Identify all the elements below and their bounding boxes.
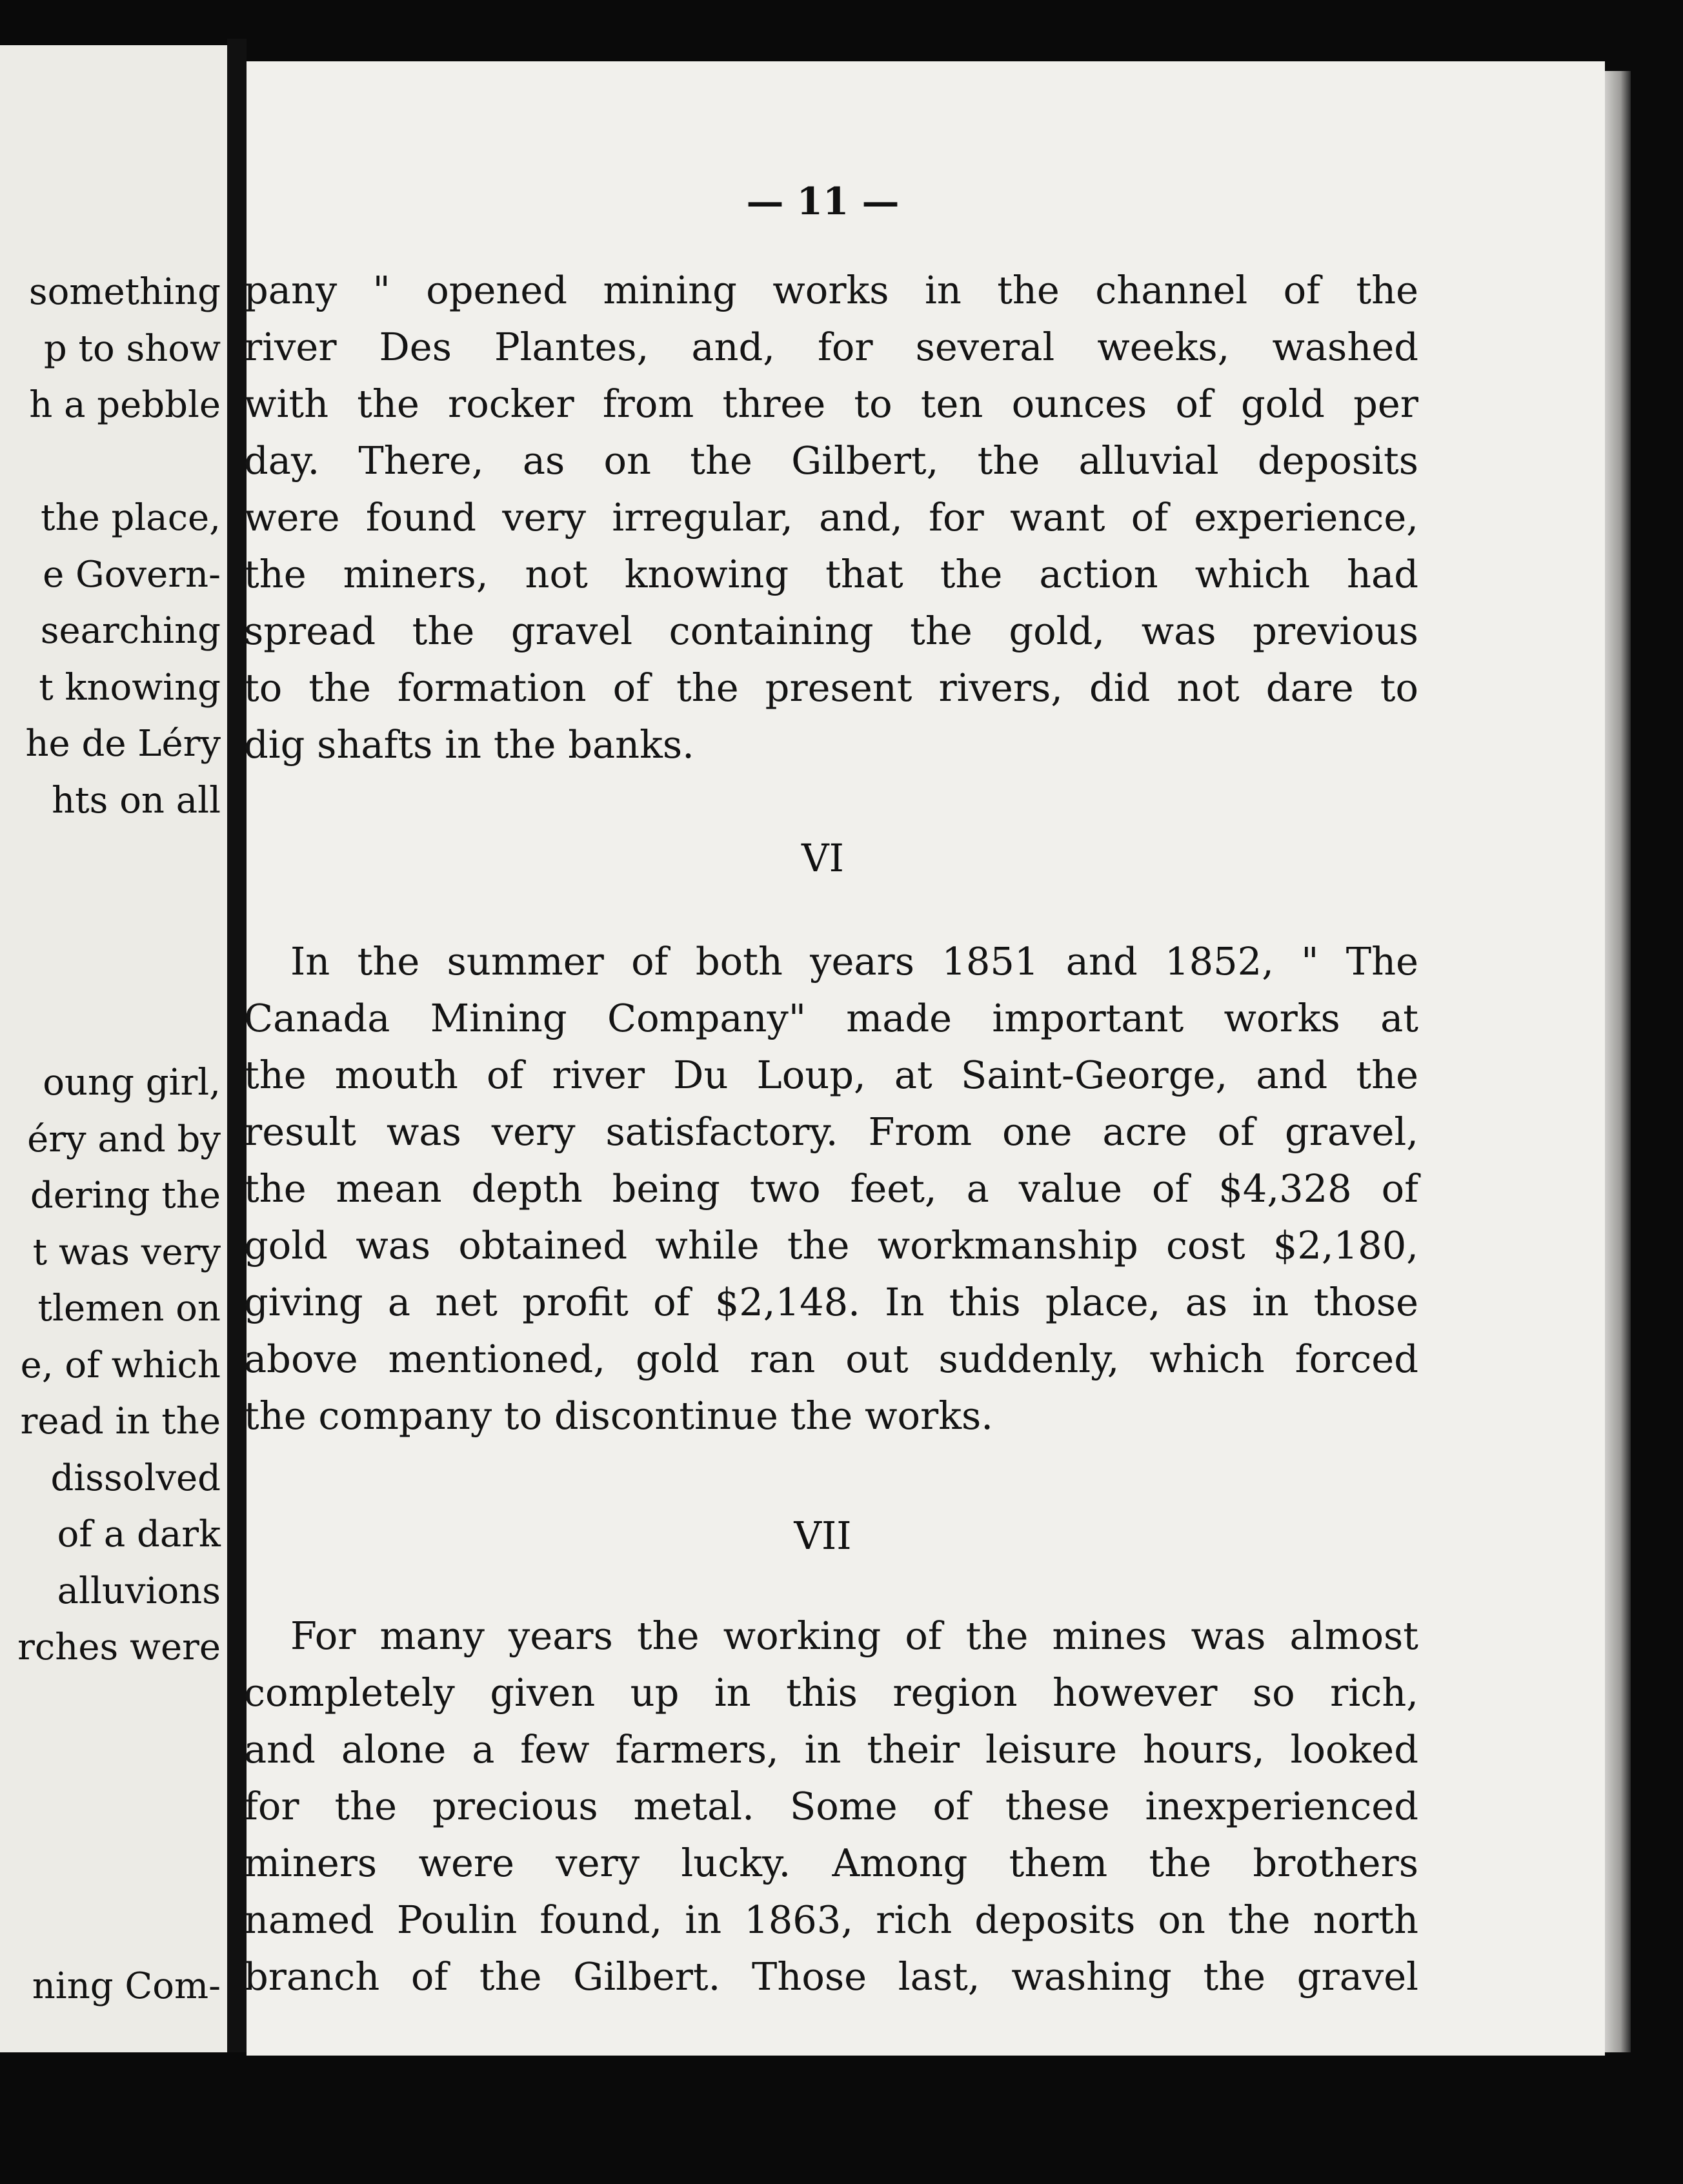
text-line: spread the gravel containing the gold, was previous [244,609,1418,653]
facing-page-line: rches were [17,1626,221,1668]
text-line: and alone a few farmers, in their leisure hours, looked [244,1727,1418,1772]
text-line: For many years the working of the mines was almost [290,1613,1418,1658]
facing-page-line: tlemen on [37,1288,221,1330]
text-line: In the summer of both years 1851 and 1852, " The [290,939,1418,984]
facing-page-line: alluvions [57,1570,221,1612]
facing-page-line: read in the [20,1400,221,1442]
facing-page-line: ning Com- [32,1965,221,2007]
text-line: to the formation of the present rivers, did not dare to [244,665,1418,710]
text-line: for the precious metal. Some of these inexperienced [244,1784,1418,1828]
facing-page-line: he de Léry [25,723,221,765]
text-line: the mean depth being two feet, a value of $4,328 of [244,1166,1418,1211]
facing-page-line: t knowing [39,667,221,709]
facing-page-line: of a dark [57,1513,221,1555]
facing-page-line: e Govern- [43,554,221,596]
text-line: river Des Plantes, and, for several weeks, washed [244,325,1418,369]
text-line: named Poulin found, in 1863, rich deposits on the north [244,1897,1418,1942]
section-heading: VI [801,836,844,880]
text-line: Canada Mining Company" made important works at [244,996,1418,1040]
facing-page-fragment [0,45,227,2052]
facing-page-line: the place, [41,497,221,539]
text-line: with the rocker from three to ten ounces of gold per [244,381,1418,426]
text-line: giving a net profit of $2,148. In this place, as in those [244,1280,1418,1324]
text-line: result was very satisfactory. From one acre of gravel, [244,1109,1418,1154]
text-line: dig shafts in the banks. [244,722,694,767]
facing-page-line: dering the [30,1175,221,1217]
facing-page-line: e, of which [20,1344,221,1386]
facing-page-line: hts on all [52,780,221,822]
text-line: the mouth of river Du Loup, at Saint-George, and the [244,1053,1418,1097]
text-line: day. There, as on the Gilbert, the alluvial deposits [244,438,1418,483]
text-line: gold was obtained while the workmanship cost $2,180, [244,1223,1418,1268]
text-line: pany " opened mining works in the channel of the [244,268,1418,312]
text-line: branch of the Gilbert. Those last, washing the gravel [244,1954,1418,1999]
facing-page-line: éry and by [27,1118,221,1160]
section-heading: VII [794,1513,852,1558]
facing-page-line: t was very [32,1231,221,1273]
page-number: — 11 — [746,179,900,223]
text-line: were found very irregular, and, for want of experience, [244,495,1418,540]
text-line: the miners, not knowing that the action which had [244,552,1418,596]
text-line: miners were very lucky. Among them the brothers [244,1841,1418,1885]
text-line: completely given up in this region however so rich, [244,1670,1418,1715]
text-line: above mentioned, gold ran out suddenly, which forced [244,1337,1418,1381]
facing-page-line: h a pebble [29,384,221,426]
text-line: the company to discontinue the works. [244,1393,994,1438]
facing-page-line: searching [40,610,221,652]
facing-page-line: dissolved [50,1457,221,1499]
facing-page-line: p to show [43,328,221,370]
facing-page-line: something [28,271,221,313]
page-edge [1605,71,1631,2052]
facing-page-line: oung girl, [43,1062,221,1104]
